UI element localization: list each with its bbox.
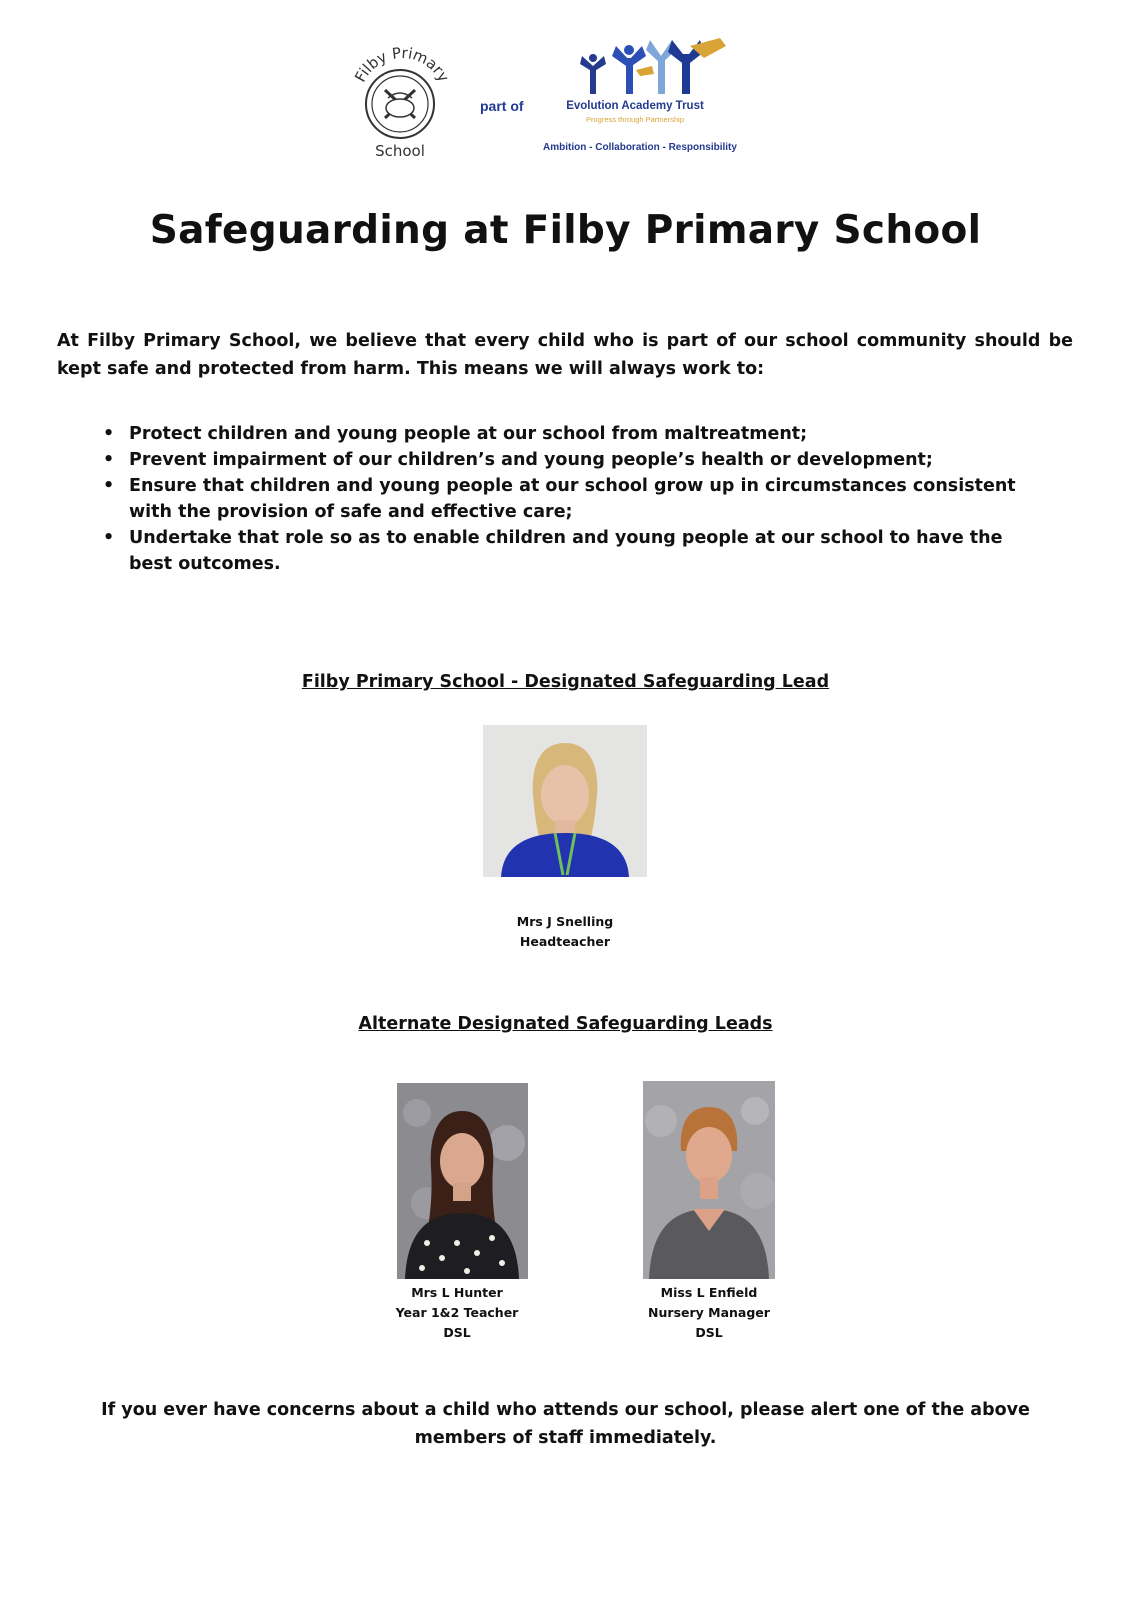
header: [0, 36, 1131, 166]
list-item-text: Undertake that role so as to enable children and young people at our school to have the best outcomes.: [129, 528, 1003, 574]
bullet-icon: •: [103, 528, 115, 548]
alternate-dsl-heading: Alternate Designated Safeguarding Leads: [358, 1014, 773, 1034]
list-item: [93, 473, 1033, 525]
svg-text:Filby Primary: [352, 44, 452, 85]
school-logo: [352, 38, 452, 162]
list-item-text: Ensure that children and young people at our school grow up in circumstances consistent with the provision of safe and effective care;: [129, 476, 1016, 522]
list-item: [93, 525, 1033, 577]
bullet-icon: •: [103, 476, 115, 496]
alternate-dsl-tag: DSL: [443, 1325, 471, 1340]
dsl-heading: Filby Primary School - Designated Safeguarding Lead: [301, 672, 830, 692]
list-item: [93, 421, 1033, 447]
bullet-icon: •: [103, 450, 115, 470]
alternate-dsl-photo: [643, 1081, 775, 1279]
dsl-role: Headteacher: [519, 934, 611, 949]
alternate-dsl-name: Mrs L Hunter: [411, 1285, 503, 1300]
trust-name: Evolution Academy Trust: [566, 100, 704, 112]
part-of-label: part of: [480, 98, 524, 114]
alternate-dsl-caption: [372, 1283, 542, 1343]
dsl-name: Mrs J Snelling: [516, 914, 614, 929]
alternate-dsl-caption: [624, 1283, 794, 1343]
page-title: Safeguarding at Filby Primary School: [149, 208, 982, 253]
intro-paragraph: At Filby Primary School, we believe that every child who is part of our school community should be kept safe and protected from harm. This means we will always work to:: [57, 331, 1073, 379]
alternate-dsl-role: Year 1&2 Teacher: [395, 1305, 519, 1320]
closing-paragraph: If you ever have concerns about a child who attends our school, please alert one of the above members of staff immediately.: [101, 1400, 1030, 1448]
alternate-dsl-role: Nursery Manager: [648, 1305, 770, 1320]
alternate-dsl-photo: [397, 1083, 528, 1279]
bullet-icon: •: [103, 424, 115, 444]
trust-logo: [530, 36, 780, 162]
school-logo-bottom-text: School: [375, 142, 425, 160]
trust-values: Ambition - Collaboration - Responsibility: [543, 142, 737, 153]
alternate-dsl-name: Miss L Enfield: [660, 1285, 758, 1300]
alternate-dsl-tag: DSL: [695, 1325, 723, 1340]
commitments-list: [93, 421, 1033, 577]
list-item-text: Prevent impairment of our children’s and young people’s health or development;: [129, 450, 933, 470]
list-item-text: Protect children and young people at our school from maltreatment;: [129, 424, 808, 444]
school-logo-arc-text: Filby Primary: [352, 43, 452, 86]
list-item: [93, 447, 1033, 473]
dsl-photo: [483, 725, 647, 877]
dsl-caption: [483, 912, 647, 952]
trust-hands-icon: [570, 36, 730, 98]
trust-tagline: Progress through Partnership: [586, 115, 684, 124]
